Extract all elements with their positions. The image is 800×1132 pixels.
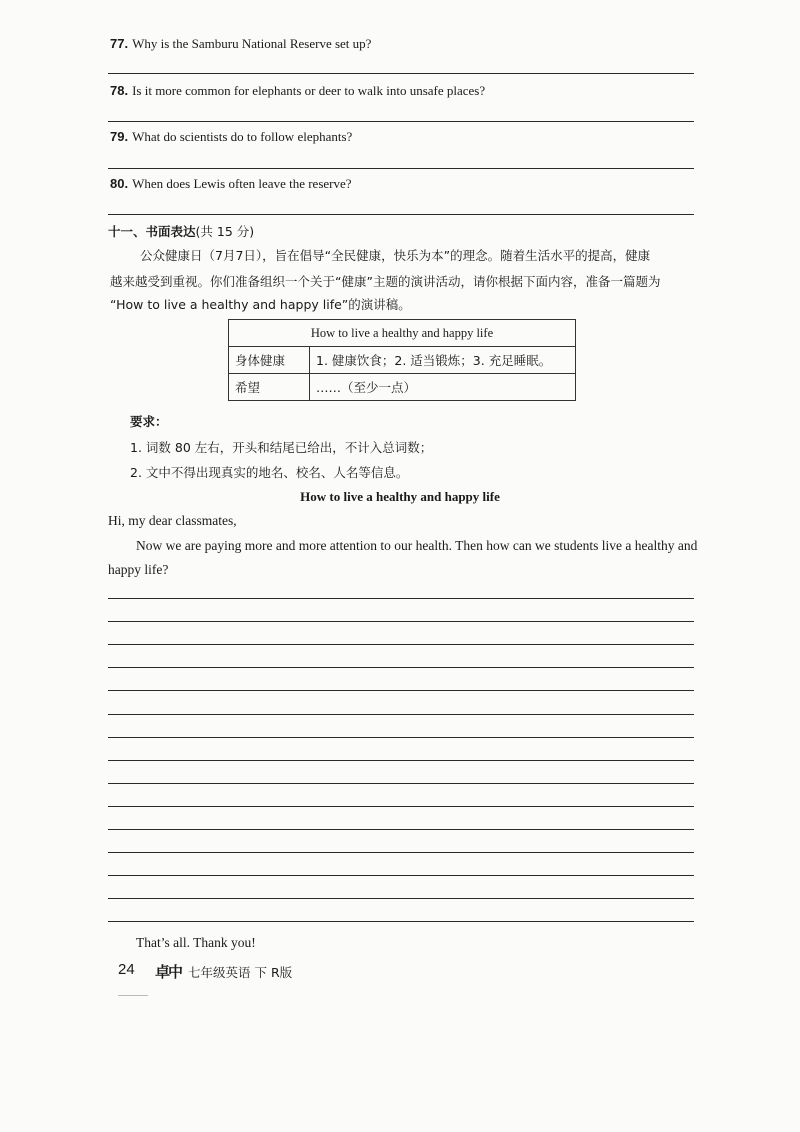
- content-table: [228, 319, 576, 401]
- writing-line[interactable]: [108, 875, 694, 876]
- answer-line-77[interactable]: [108, 73, 694, 74]
- question-79: [110, 129, 352, 145]
- table-cell-label: 希望: [229, 374, 310, 401]
- essay-closing: That’s all. Thank you!: [136, 935, 256, 950]
- essay-opening-line-2: happy life?: [108, 562, 169, 577]
- footer-mark: [118, 995, 148, 996]
- table-row: [229, 347, 576, 374]
- table-header-row: [229, 320, 576, 347]
- writing-line[interactable]: [108, 852, 694, 853]
- question-text: When does Lewis often leave the reserve?: [132, 176, 352, 191]
- question-text: Why is the Samburu National Reserve set up?: [132, 36, 372, 51]
- essay-opening-line-1: Now we are paying more and more attention to our health. Then how can we students live a healthy and: [136, 538, 698, 553]
- book-title: 七年级英语 下 R版: [188, 965, 293, 980]
- question-77: [110, 36, 371, 52]
- question-number: 80.: [110, 176, 129, 191]
- writing-line[interactable]: [108, 644, 694, 645]
- writing-line[interactable]: [108, 806, 694, 807]
- writing-line[interactable]: [108, 760, 694, 761]
- answer-line-80[interactable]: [108, 214, 694, 215]
- page-number: 24: [118, 961, 135, 978]
- table-cell-content: 1. 健康饮食；2. 适当锻炼；3. 充足睡眠。: [310, 347, 576, 374]
- answer-line-79[interactable]: [108, 168, 694, 169]
- writing-line[interactable]: [108, 598, 694, 599]
- requirements-title: 要求：: [130, 414, 168, 429]
- writing-line[interactable]: [108, 667, 694, 668]
- table-cell-content: ……（至少一点）: [310, 374, 576, 401]
- intro-line-1: 公众健康日（7月7日），旨在倡导“全民健康，快乐为本”的理念。随着生活水平的提高，健康: [140, 248, 651, 263]
- requirement-item: 2. 文中不得出现真实的地名、校名、人名等信息。: [130, 465, 409, 480]
- question-text: Is it more common for elephants or deer to walk into unsafe places?: [132, 83, 486, 98]
- section-points: (共 15 分): [195, 224, 255, 239]
- question-number: 79.: [110, 129, 129, 144]
- writing-line[interactable]: [108, 714, 694, 715]
- question-number: 77.: [110, 36, 129, 51]
- requirement-item: 1. 词数 80 左右，开头和结尾已给出，不计入总词数；: [130, 440, 433, 455]
- intro-line-3: “How to live a healthy and happy life”的演讲稿。: [110, 297, 411, 312]
- writing-line[interactable]: [108, 621, 694, 622]
- publisher-logo: 卓中: [155, 963, 182, 981]
- writing-line[interactable]: [108, 783, 694, 784]
- section-title: 十一、书面表达: [108, 224, 196, 239]
- table-row: [229, 374, 576, 401]
- table-header: How to live a healthy and happy life: [229, 320, 576, 347]
- question-78: [110, 83, 485, 99]
- section-heading: [108, 222, 254, 240]
- answer-line-78[interactable]: [108, 121, 694, 122]
- writing-line[interactable]: [108, 737, 694, 738]
- table-cell-label: 身体健康: [229, 347, 310, 374]
- writing-line[interactable]: [108, 690, 694, 691]
- essay-title: How to live a healthy and happy life: [300, 489, 500, 504]
- question-text: What do scientists do to follow elephants?: [132, 129, 353, 144]
- essay-greeting: Hi, my dear classmates,: [108, 513, 237, 528]
- writing-line[interactable]: [108, 829, 694, 830]
- intro-line-2: 越来越受到重视。你们准备组织一个关于“健康”主题的演讲活动，请你根据下面内容，准备一篇题为: [110, 274, 661, 289]
- question-number: 78.: [110, 83, 129, 98]
- writing-line[interactable]: [108, 921, 694, 922]
- question-80: [110, 176, 352, 192]
- writing-line[interactable]: [108, 898, 694, 899]
